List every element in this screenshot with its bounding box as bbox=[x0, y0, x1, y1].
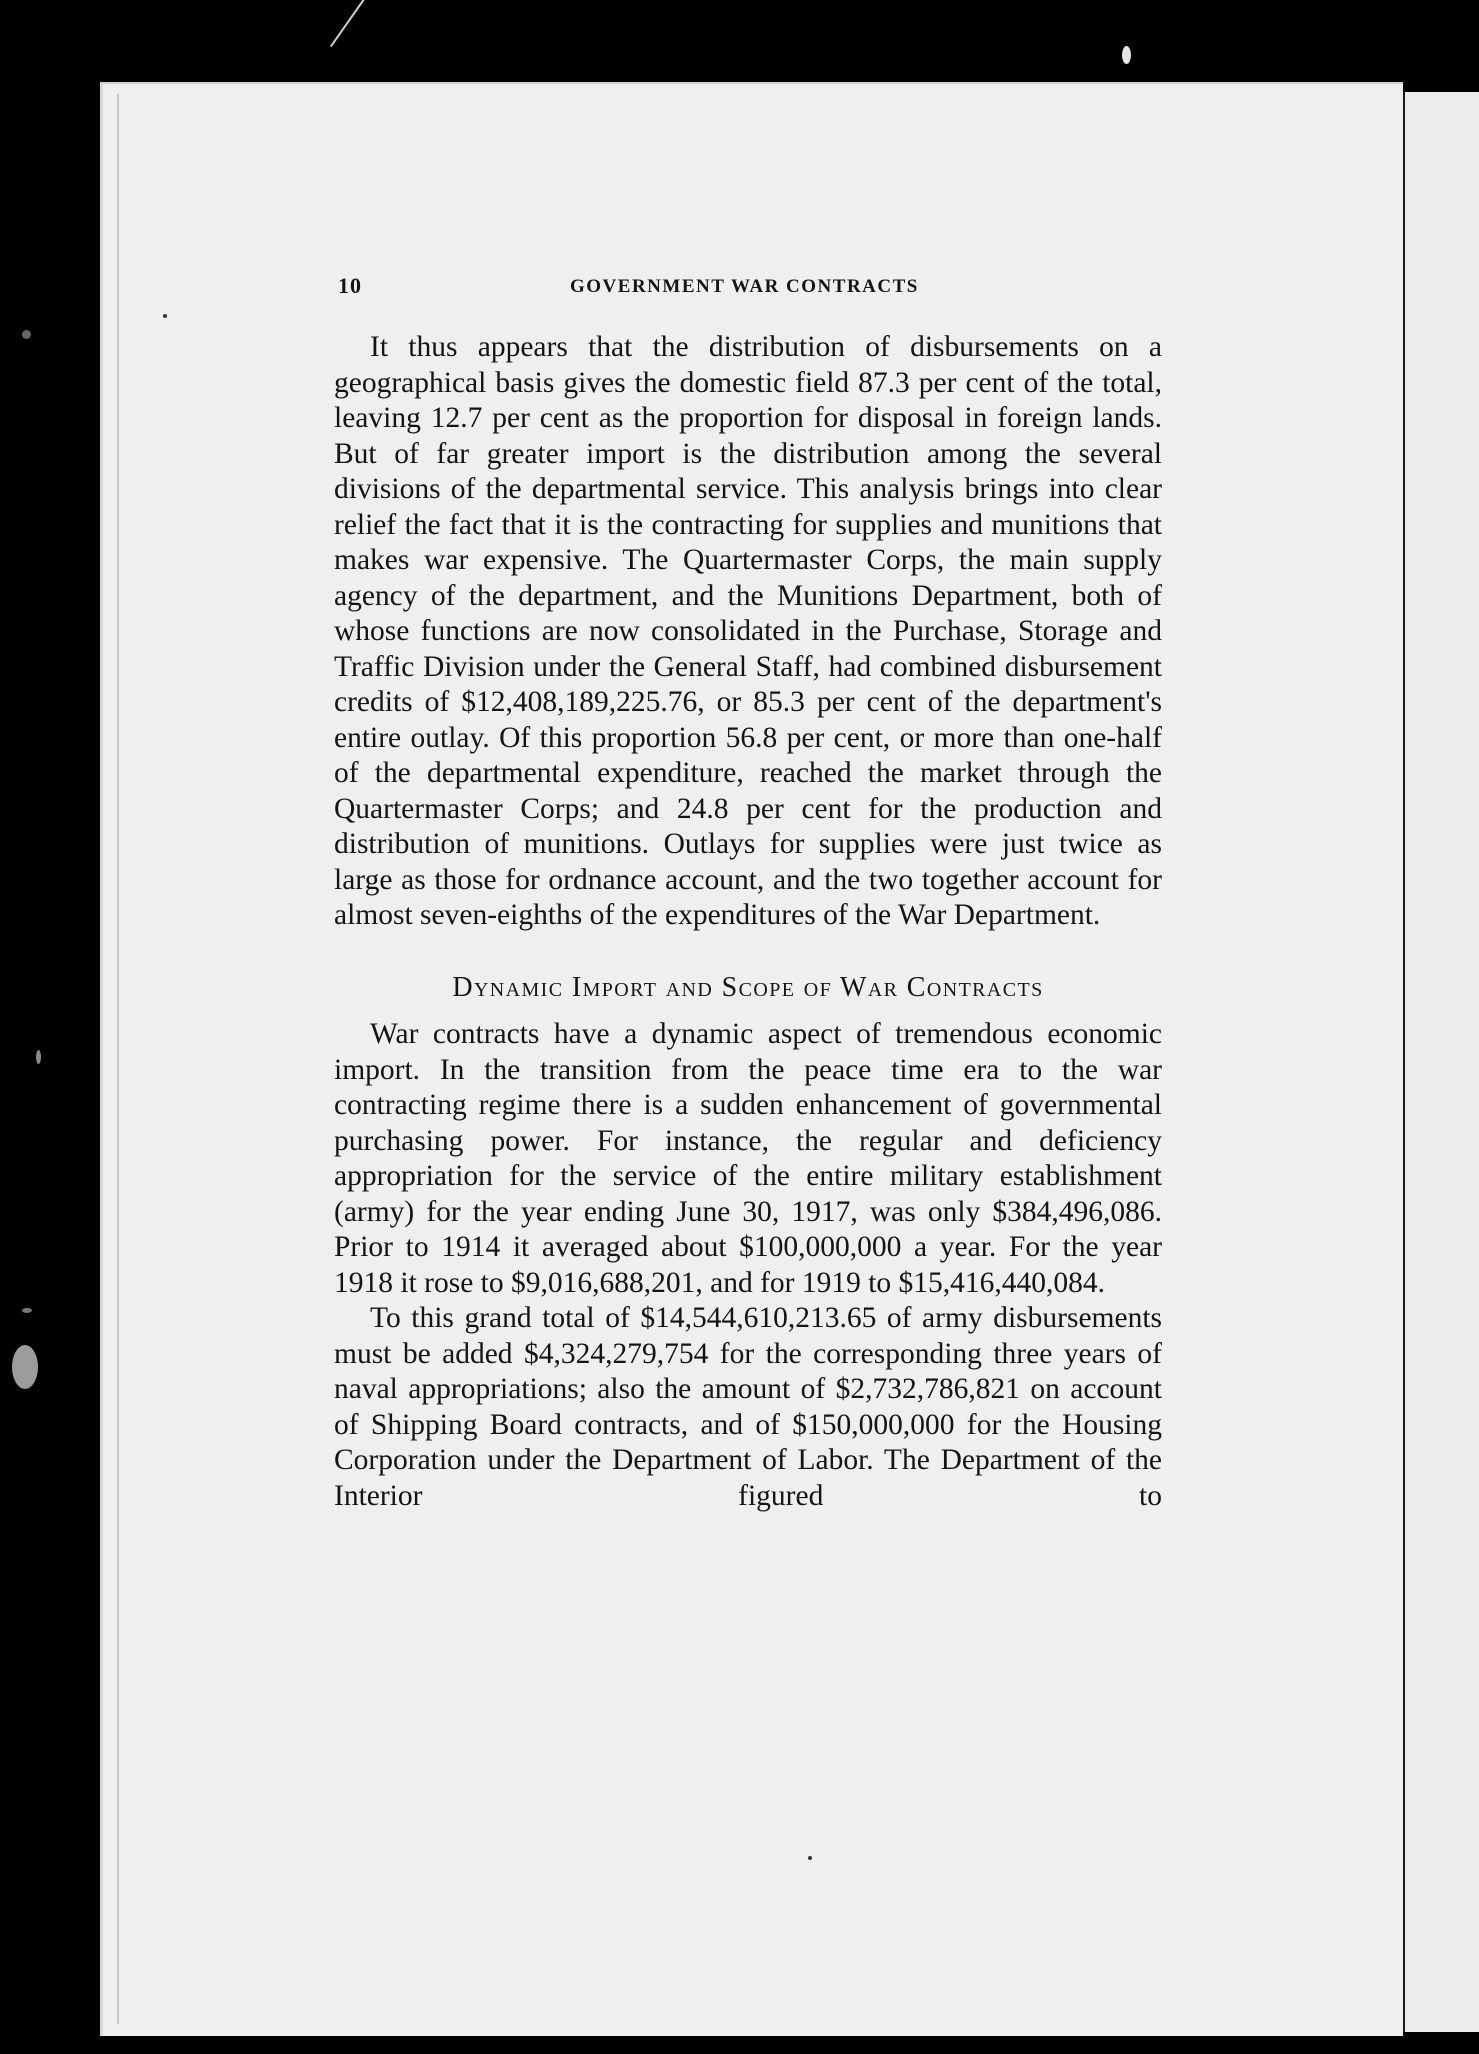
ink-dot bbox=[163, 314, 167, 318]
section-heading: Dynamic Import and Scope of War Contracts bbox=[452, 971, 1044, 1003]
body-text bbox=[334, 330, 1162, 1514]
adjacent-page-edge bbox=[1402, 92, 1479, 2032]
running-head-title: GOVERNMENT WAR CONTRACTS bbox=[570, 276, 919, 297]
paragraph-3: To this grand total of $14,544,610,213.65 of army disbursements must be added $4,324,279,754 for the corresponding three years of naval appropriations; also the amount of $2,732,786,821 on account of Shipping Board contracts, and of $150,000,000 for the Housing Corporation under the Department of Labor. The Department of the Interior figured to bbox=[334, 1302, 1162, 1512]
scan-speck bbox=[22, 1308, 32, 1313]
paragraph-2: War contracts have a dynamic aspect of tremendous economic import. In the transition from the peace time era to the war contracting regime there is a sudden enhancement of governmental purchasing power. For instance, the regular and deficiency appropriation for the service of the entire military establishment (army) for the year ending June 30, 1917, was only $384,496,086. Prior to 1914 it averaged about $100,000,000 a year. For the year 1918 it rose to $9,016,688,201, and for 1919 to $15,416,440,084. bbox=[334, 1018, 1162, 1299]
paragraph-1: It thus appears that the distribution of disbursements on a geographical basis gives the domestic field 87.3 per cent of the total, leaving 12.7 per cent as the proportion for disposal in foreign lands. But of far greater import is the distribution among the several divisions of the departmental service. This analysis brings into clear relief the fact that it is the contracting for supplies and munitions that makes war expensive. The Quartermaster Corps, the main supply agency of the department, and the Munitions Department, both of whose functions are now consolidated in the Purchase, Storage and Traffic Division under the General Staff, had combined disbursement credits of $12,408,189,225.76, or 85.3 per cent of the department's entire outlay. Of this proportion 56.8 per cent, or more than one-half of the departmental expenditure, reached the market through the Quartermaster Corps; and 24.8 per cent for the production and distribution of munitions. Outlays for supplies were just twice as large as those for ordnance account, and the two together account for almost seven-eighths of the expenditures of the War Department. bbox=[334, 331, 1162, 931]
scan-speck bbox=[12, 1345, 38, 1389]
page-inner-edge bbox=[117, 94, 119, 2024]
page-number: 10 bbox=[338, 273, 362, 298]
scan-speck bbox=[22, 330, 31, 339]
scan-speck bbox=[36, 1050, 41, 1064]
ink-dot bbox=[808, 1856, 812, 1860]
scan-scratch-mark bbox=[330, 0, 366, 47]
scan-speck bbox=[1122, 46, 1131, 64]
